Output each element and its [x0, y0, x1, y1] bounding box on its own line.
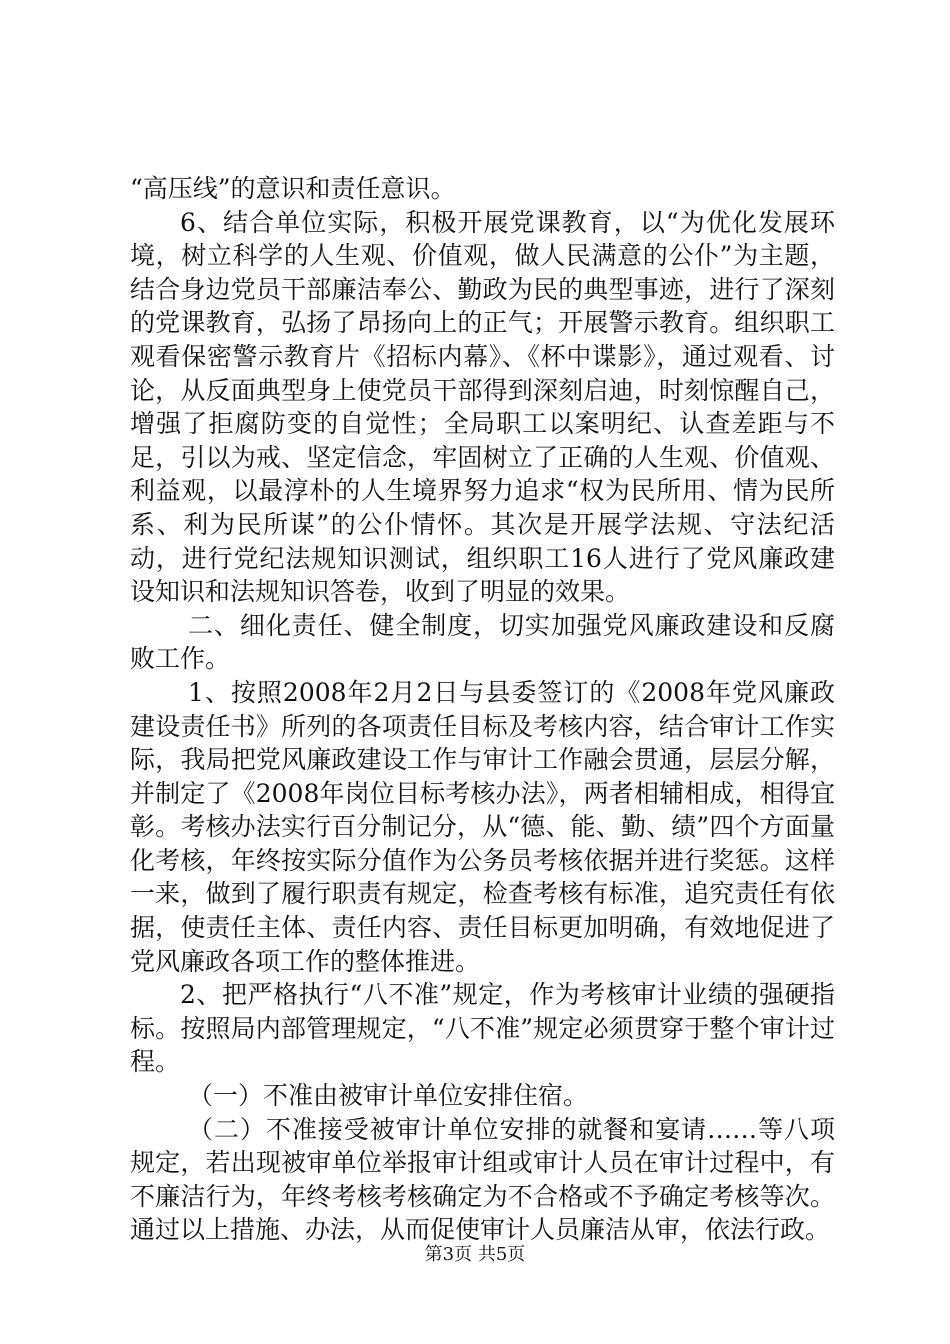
- page-footer: 第3页 共5页: [424, 1244, 526, 1265]
- rule-item-2: （二）不准接受被审计单位安排的就餐和宴请……等八项规定，若出现被审单位举报审计组或审计人员在审计过程中，有不廉洁行为，年终考核考核确定为不合格或不予确定考核等次。通过以上措施、办法，从而促使审计人员廉洁从审，依法行政。: [130, 1114, 835, 1245]
- document-body: [130, 172, 835, 1247]
- section-heading-2: 二、细化责任、健全制度，切实加强党风廉政建设和反腐败工作。: [130, 610, 835, 674]
- paragraph-continuation: “高压线”的意识和责任意识。: [130, 174, 456, 203]
- rule-item-1: （一）不准由被审计单位安排住宿。: [188, 1081, 589, 1111]
- paragraph-item-6: 6、结合单位实际，积极开展党课教育，以“为优化发展环境，树立科学的人生观、价值观，做人民满意的公仆”为主题，结合身边党员干部廉洁奉公、勤政为民的典型事迹，进行了深刻的党课教育，弘扬了昂扬向上的正气；开展警示教育。组织职工观看保密警示教育片《招标内幕》、《杯中谍影》，通过观看、讨论，从反面典型身上使党员干部得到深刻启迪，时刻惊醒自己，增强了拒腐防变的自觉性；全局职工以案明纪、认查差距与不足，引以为戒、坚定信念，牢固树立了正确的人生观、价值观、利益观，以最淳朴的人生境界努力追求“权为民所用、情为民所系、利为民所谋”的公仆情怀。其次是开展学法规、守法纪活动，进行党纪法规知识测试，组织职工16人进行了党风廉政建设知识和法规知识答卷，收到了明显的效果。: [130, 207, 835, 607]
- paragraph-item-1: 1、按照2008年2月2日与县委签订的《2008年党风廉政建设责任书》所列的各项责任目标及考核内容，结合审计工作实际，我局把党风廉政建设工作与审计工作融会贯通，层层分解，并制定了《2008年岗位目标考核办法》，两者相辅相成，相得宜彰。考核办法实行百分制记分，从“德、能、勤、绩”四个方面量化考核，年终按实际分值作为公务员考核依据并进行奖惩。这样一来，做到了履行职责有规定，检查考核有标准，追究责任有依据，使责任主体、责任内容、责任目标更加明确，有效地促进了党风廉政各项工作的整体推进。: [130, 677, 835, 976]
- paragraph-item-2: 2、把严格执行“八不准”规定，作为考核审计业绩的强硬指标。按照局内部管理规定，“八不准”规定必须贯穿于整个审计过程。: [130, 980, 835, 1077]
